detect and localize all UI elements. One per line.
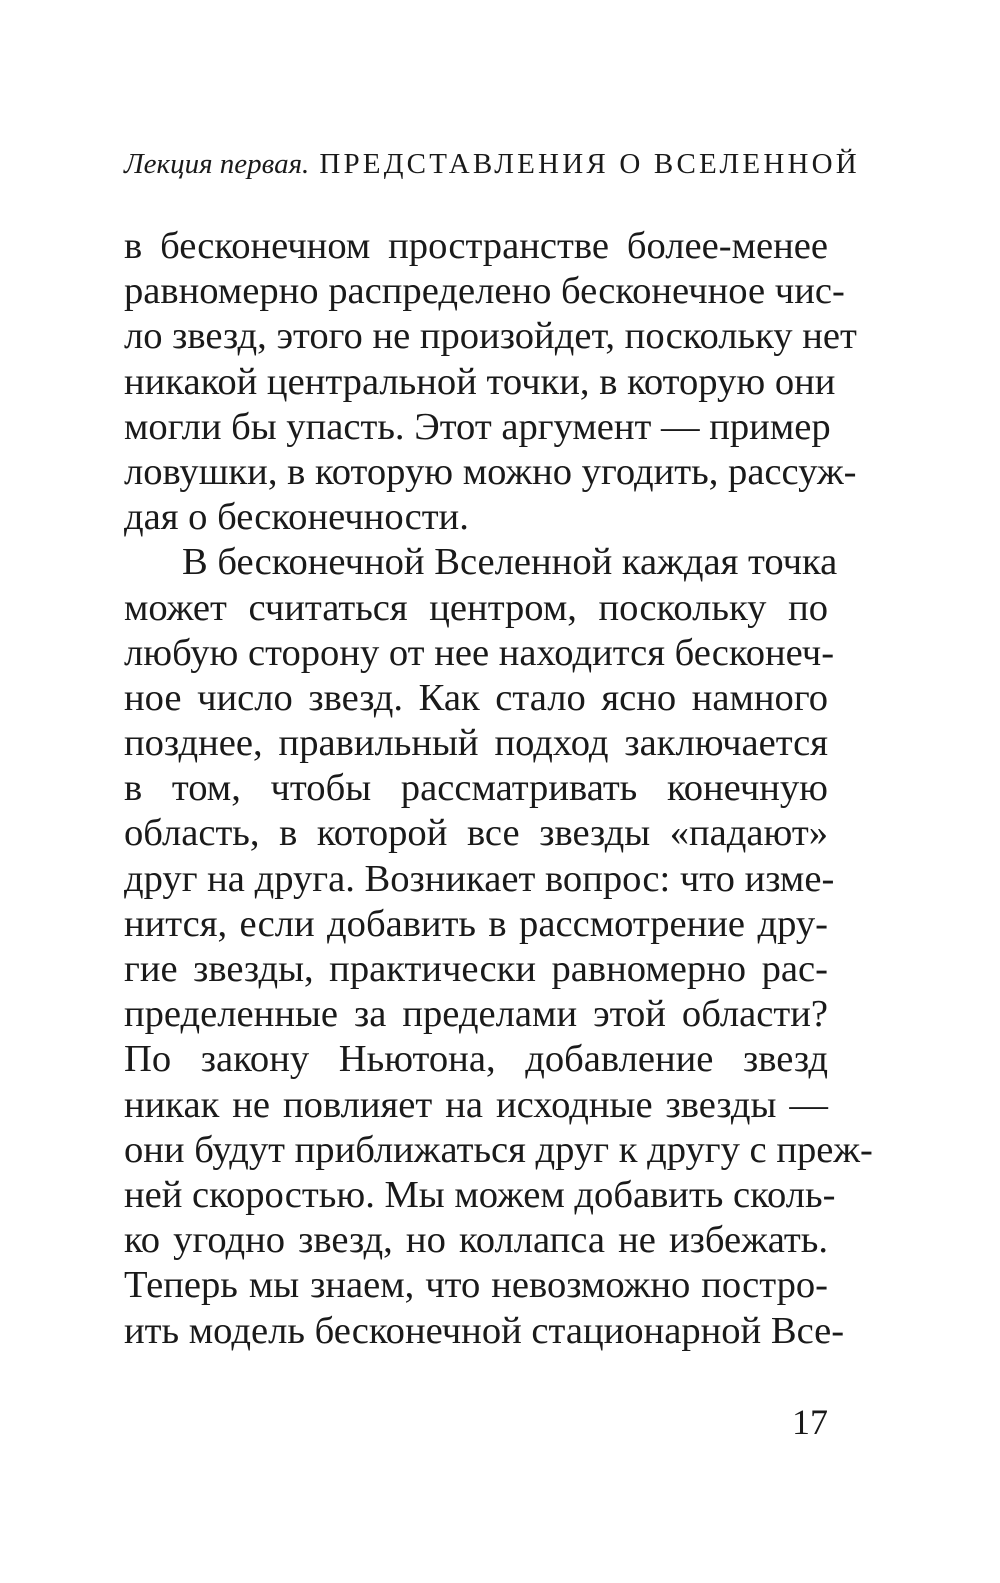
text-line: в бесконечном пространстве более-менее	[124, 225, 828, 267]
text-line: они будут приближаться друг к другу с преж-	[124, 1128, 873, 1171]
text-line: дая о бесконечности.	[124, 496, 469, 539]
text-line: позднее, правильный подход заключается	[124, 722, 828, 765]
text-line: Теперь мы знаем, что невозможно постро-	[124, 1264, 828, 1307]
text-line: ить модель бесконечной стационарной Все-	[124, 1309, 845, 1352]
text-line: никакой центральной точки, в которую они	[124, 360, 836, 403]
page-number: 17	[792, 1402, 828, 1442]
lecture-label: Лекция первая.	[124, 148, 310, 180]
text-line: никак не повлияет на исходные звезды —	[124, 1083, 828, 1126]
chapter-title: ПРЕДСТАВЛЕНИЯ О ВСЕЛЕННОЙ	[319, 148, 860, 180]
text-line: область, в которой все звезды «падают»	[124, 812, 828, 855]
text-line: ное число звезд. Как стало ясно намного	[124, 676, 828, 719]
text-line: любую сторону от нее находится бесконеч-	[124, 631, 835, 674]
text-line: в том, чтобы рассматривать конечную	[124, 767, 828, 810]
text-line: могли бы упасть. Этот аргумент — пример	[124, 405, 831, 448]
text-line: В бесконечной Вселенной каждая точка	[182, 541, 838, 584]
text-line: По закону Ньютона, добавление звезд	[124, 1038, 828, 1081]
text-line: пределенные за пределами этой области?	[124, 993, 828, 1036]
text-line: нится, если добавить в рассмотрение дру-	[124, 902, 828, 945]
text-line: гие звезды, практически равномерно рас-	[124, 948, 828, 990]
text-line: ловушки, в которую можно угодить, рассуж-	[124, 450, 857, 493]
text-line: может считаться центром, поскольку по	[124, 586, 828, 629]
body-text	[124, 224, 873, 1354]
running-header	[124, 146, 860, 182]
text-line: ло звезд, этого не произойдет, поскольку нет	[124, 315, 857, 358]
text-line: друг на друга. Возникает вопрос: что изме-	[124, 857, 835, 900]
text-line: ней скоростью. Мы можем добавить сколь-	[124, 1173, 836, 1216]
text-line: ко угодно звезд, но коллапса не избежать.	[124, 1219, 828, 1262]
text-line: равномерно распределено бесконечное чис-	[124, 270, 845, 313]
